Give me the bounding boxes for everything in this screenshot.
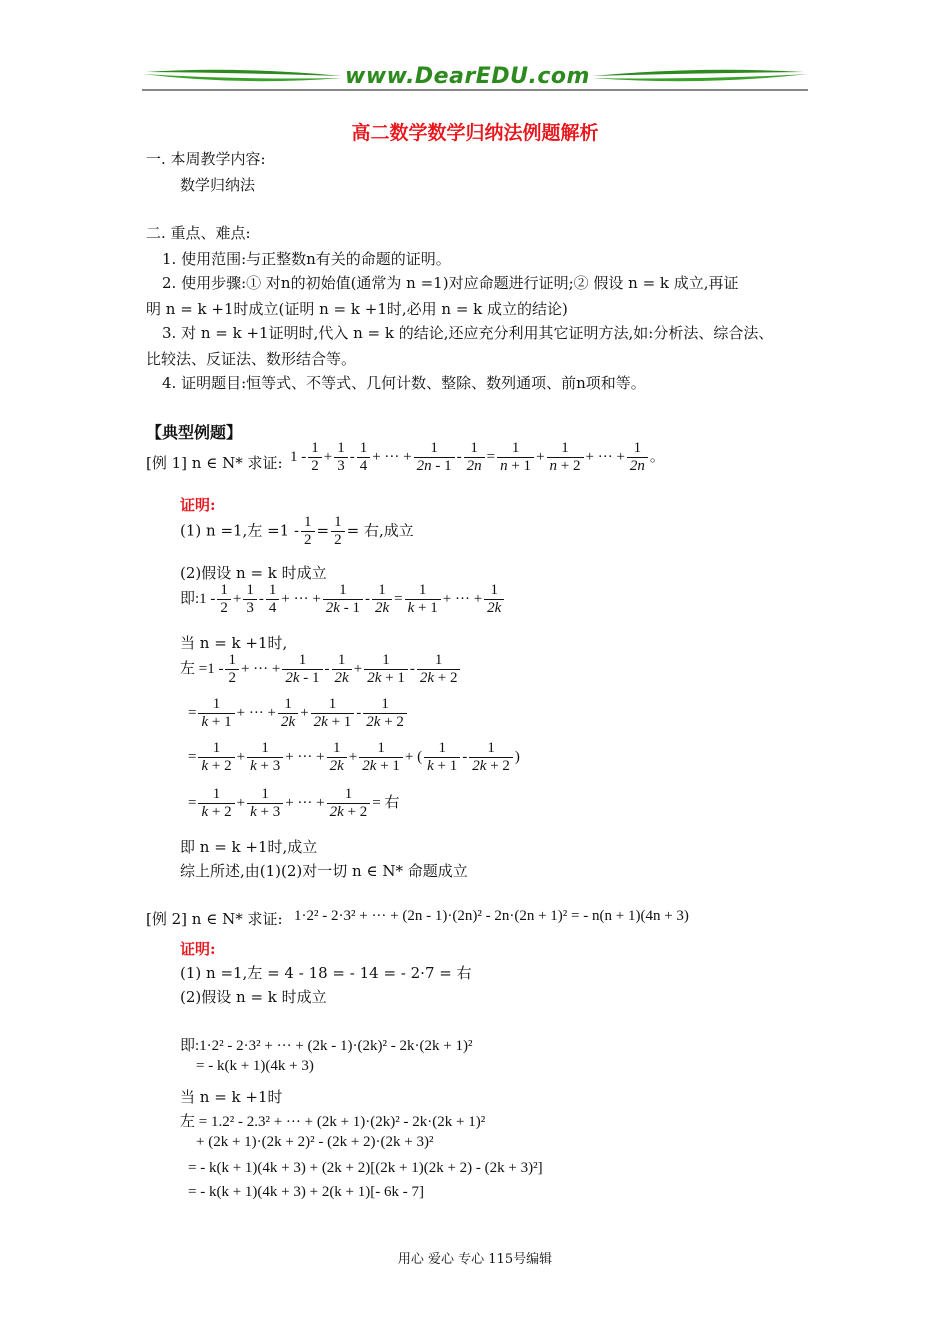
ex1-step6: = $\frac{1}{k + 1}$ + ··· + $\frac{1}{2k}$ + $\frac{1}{2k + 1}$ - $\frac{1}{2k + 2}$ <box>188 696 409 731</box>
section2-item3a: 3. 对 n = k +1证明时,代入 n = k 的结论,还应充分利用其它证明方法,如:分析法、综合法、 <box>162 324 774 342</box>
ex1-step3-label: 即: <box>180 590 200 607</box>
ex1-label: [例 1] n ∈ N* 求证: <box>146 454 283 472</box>
site-logo: www.DearEDU.com <box>345 64 590 89</box>
section2-item3b: 比较法、反证法、数形结合等。 <box>146 350 357 368</box>
section2-item1: 1. 使用范围:与正整数n有关的命题的证明。 <box>162 250 451 268</box>
ex1-step2: (2)假设 n = k 时成立 <box>180 564 327 582</box>
ex1-step7: = $\frac{1}{k + 2}$ + $\frac{1}{k + 3}$ + ··· + $\frac{1}{2k}$ + $\frac{1}{2k + 1}$ + ( $\frac{1}{k + 1}$ - $\frac{1}{2k + 2}$ ) <box>188 740 520 774</box>
ex1-step8-end: = 右 <box>372 794 400 811</box>
section1-heading: 一. 本周教学内容: <box>146 150 266 168</box>
ex1-step1: (1) n =1,左 =1 - $\frac{1}{2}$ = $\frac{1}{2}$ = 右,成立 <box>180 514 414 548</box>
ex1-step5-label: 左 = <box>180 660 208 677</box>
section2-item4: 4. 证明题目:恒等式、不等式、几何计数、整除、数列通项、前n项和等。 <box>162 374 646 392</box>
typical-heading: 【典型例题】 <box>146 423 243 442</box>
ex1-formula: 1 - $\frac{1}{2}$ + $\frac{1}{3}$ - $\frac{1}{4}$ + ··· + $\frac{1}{2n - 1}$ - $\frac{1}{2n}$ = $\frac{1}{n + 1}$ + $\frac{1}{n + 2}$ + ··· + $\frac{1}{2n}$ 。 <box>290 440 665 474</box>
ex2-label: [例 2] n ∈ N* 求证: <box>146 910 283 928</box>
ex2-step2: (2)假设 n = k 时成立 <box>180 988 327 1006</box>
ex2-step4: 当 n = k +1时 <box>180 1088 283 1106</box>
ex1-step3: 即:1 - $\frac{1}{2}$ + $\frac{1}{3}$ - $\frac{1}{4}$ + ··· + $\frac{1}{2k - 1}$ - $\frac{1}{2k}$ = $\frac{1}{k + 1}$ + ··· + $\frac{1}{2k}$ <box>180 582 506 617</box>
section2-item2a: 2. 使用步骤:① 对n的初始值(通常为 n =1)对应命题进行证明;② 假设 n = k 成立,再证 <box>162 274 739 292</box>
ex2-step6: + (2k + 1)·(2k + 2)² - (2k + 2)·(2k + 3)² <box>196 1134 434 1150</box>
ex2-step3: 即:1·2² - 2·3² + ··· + (2k - 1)·(2k)² - 2k·(2k + 1)² <box>180 1038 473 1054</box>
ex2-step3b: = - k(k + 1)(4k + 3) <box>196 1058 314 1074</box>
ex1-step9: 即 n = k +1时,成立 <box>180 838 318 856</box>
ex1-step1-text: (1) n =1,左 =1 - <box>180 521 300 540</box>
ex2-step8: = - k(k + 1)(4k + 3) + 2(k + 1)[- 6k - 7] <box>188 1184 424 1200</box>
page-title: 高二数学数学归纳法例题解析 <box>351 122 599 144</box>
ex2-step7: = - k(k + 1)(4k + 3) + (2k + 2)[(2k + 1)(2k + 2) - (2k + 3)²] <box>188 1160 543 1176</box>
page-footer: 用心 爱心 专心 115号编辑 <box>397 1252 553 1267</box>
section1-content: 数学归纳法 <box>180 176 256 194</box>
ex1-step8: = $\frac{1}{k + 2}$ + $\frac{1}{k + 3}$ + ··· + $\frac{1}{2k + 2}$ = 右 <box>188 786 400 820</box>
ex1-step5: 左 =1 - $\frac{1}{2}$ + ··· + $\frac{1}{2k - 1}$ - $\frac{1}{2k}$ + $\frac{1}{2k + 1}$ - $\frac{1}{2k + 2}$ <box>180 652 462 687</box>
ex1-proof-label: 证明: <box>180 496 216 514</box>
ex1-step4: 当 n = k +1时, <box>180 634 288 652</box>
section2-heading: 二. 重点、难点: <box>146 224 251 242</box>
ex2-step5: 左 = 1.2² - 2.3² + ··· + (2k + 1)·(2k)² - 2k·(2k + 1)² <box>180 1114 486 1130</box>
ex2-proof-label: 证明: <box>180 940 216 958</box>
ex2-step1: (1) n =1,左 = 4 - 18 = - 14 = - 2·7 = 右 <box>180 964 472 982</box>
ex1-conclusion: 综上所述,由(1)(2)对一切 n ∈ N* 命题成立 <box>180 862 468 880</box>
ex1-step1-end: = 右,成立 <box>346 521 414 540</box>
section2-item2b: 明 n = k +1时成立(证明 n = k +1时,必用 n = k 成立的结论) <box>146 300 568 318</box>
ex2-formula: 1·2² - 2·3² + ··· + (2n - 1)·(2n)² - 2n·(2n + 1)² = - n(n + 1)(4n + 3) <box>294 908 689 924</box>
